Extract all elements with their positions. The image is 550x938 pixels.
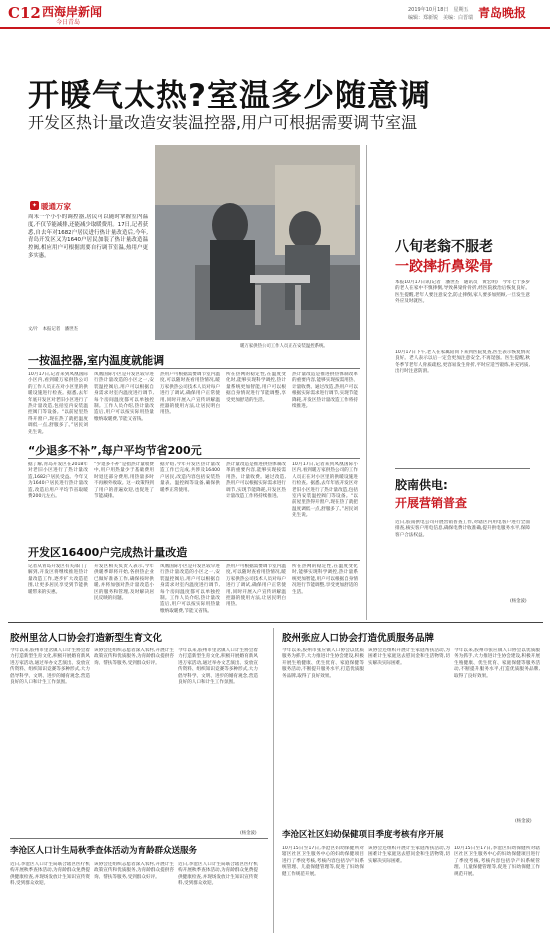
sub-section-name: 今日青岛 bbox=[56, 19, 81, 26]
body-column: 凤凰国际小区是开发区较早进行热计量改造的小区之一,安装温控阀后,用户可以根据自身需求对室内温度进行调节,每个房间温度都可以单独控制。工作人员介绍,热计量改造后,用户可以按实际用热量缴纳取暖费,节能又省钱。 bbox=[160, 564, 220, 614]
right-headline-4: 开展营销普查 bbox=[395, 496, 468, 510]
photo-illustration bbox=[155, 145, 360, 340]
bottom-left-column: 该协会还组织志愿者深入农村,开展计生政策宣传和优质服务,为育龄群众提供咨询、帮扶等服务,受到群众好评。 bbox=[94, 648, 174, 666]
body-column: 凤凰国际小区是开发区较早进行热计量改造的小区之一,安装温控阀后,用户可以根据自身需求对室内温度进行调节,每个房间温度都可以单独控制。工作人员介绍,热计量改造后,用户可以按实际用热量缴纳取暖费,节能又省钱。 bbox=[94, 372, 154, 422]
bottom-left-byline: (杨金波) bbox=[240, 831, 257, 836]
body-column: 热计量改造是推进供热体制改革的重要内容,能够实现按需用热、计量收费。通过改造,热用户可以根据实际需求进行调节,实现节能降耗,开发区热计量改造工作将持续推进。 bbox=[226, 462, 286, 500]
bottom-left-column: 近日,李沧区人口计生局联合辖区医疗机构开展秋季查体活动,为育龄群众免费提供健康检查,并现场发放计生知识宣传资料,受到群众欢迎。 bbox=[178, 862, 258, 887]
body-column: 热用户可根据需要调节室内温度,可以随时查看用热情况,暖万家供热公司技术人员对每户进行了调试,确保用户正常使用,同时开展入户宣传讲解温控器的使用方法,让居民明白用热。 bbox=[160, 372, 220, 416]
right-column-divider bbox=[366, 145, 367, 620]
right-body-2: 10月17日下午,老人在家属陪同下来到医院复查,医生表示恢复情况良好。老人表示以后一定会更加注意安全,不再逞强。医生提醒,秋冬季节老年人骨质疏松,更容易发生骨折,平时应适当锻炼,补充钙质,出行时注意防滑。 bbox=[395, 350, 530, 375]
bottom-right-column: 今年以来,胶州市张应镇人口协会以优质服务为抓手,大力推进计生协会建设,积极开展生殖健康、优生优育、家庭保健等服务活动,不断提升服务水平,打造优质服务品牌,取得了良好效果。 bbox=[282, 648, 364, 679]
wrench-icon: ✦ bbox=[31, 202, 38, 209]
photo-caption: 暖万家供热公司工作人员正在安装温控系统。 bbox=[240, 344, 328, 349]
body-column: 所在热网的稳定性,在温度变化时,能够实现科学调控,热计量系统更加智能,用户可以根据自身情况进行节能调整,享受更加舒适的生活。 bbox=[226, 372, 286, 403]
body-column: 热计量改造是推进供热体制改革的重要内容,能够实现按需用热、计量收费。通过改造,热用户可以根据实际需求进行调节,实现节能降耗,开发区热计量改造工作将持续推进。 bbox=[292, 372, 358, 410]
bottom-left-headline: 胶州里岔人口协会打造新型生育文化 bbox=[10, 633, 163, 644]
issue-date: 2019年10月18日 星期五 bbox=[408, 7, 469, 13]
section-name: 西海岸新闻 bbox=[42, 5, 103, 19]
body-column: 记者从青岛开发区有关部门了解到,开发区将继续推进热计量改造工作,逐步扩大改造范围,让更多居民享受到节能供暖带来的实惠。 bbox=[28, 564, 88, 595]
bottom-right-column: 10月15日至17日,李沧区妇幼保健所对辖区社区卫生服务中心的妇幼保健项目进行了季度考核,考核内容包括孕产妇系统管理、儿童保健管理等,促进了妇幼保健工作规范开展。 bbox=[454, 846, 540, 877]
lead-paragraph: 周末一个小小的调控器,居民可以随时掌握室内温度,不仅节能减排,还能减少取暖费用。17日,记者获悉,自去年对1682户居民进行热计量改造后,今年,青岛开发区又为1640户居民加装了热计量改造温控阀,相应用户可根据需要自行调节室温,热用户更多实惠。 bbox=[28, 214, 148, 259]
body-column: 据了解,青岛开发区在2018年对老旧小区进行了热计量改造,1682户居民受益。今年又为1640户居民进行热计量改造,改造后用户平均节省取暖费200元左右。 bbox=[28, 462, 88, 500]
bottom-right-column: 该协会还组织开展计生家庭帮扶活动,为困难计生家庭送去慰问金和生活物资,切实解决实际困难。 bbox=[368, 648, 450, 666]
section-heading-2: “少退多不补”,每户平均节省200元 bbox=[28, 444, 202, 457]
workers-photo bbox=[155, 145, 360, 340]
section-rule-1 bbox=[28, 368, 360, 369]
bottom-left-column: 该协会还组织志愿者深入农村,开展计生政策宣传和优质服务,为育龄群众提供咨询、帮扶等服务,受到群众好评。 bbox=[94, 862, 174, 880]
right-body-3: 近日,胶南供电公司开展营销普查工作,对辖区内用电客户进行全面排查,核实客户用电信息,确保电费计收准确,提升供电服务水平,保障客户合法权益。 bbox=[395, 520, 530, 538]
newspaper-logo: 青岛晚报 bbox=[478, 6, 527, 20]
bottom-right-headline-2: 李沧区社区妇幼保健项目季度考核有序开展 bbox=[282, 830, 444, 840]
header-rule bbox=[0, 27, 550, 29]
editors-line: 编辑：郑新锐 美编：白晋瑞 bbox=[408, 15, 474, 21]
bottom-left-column: 今年以来,胶州市里岔镇人口计生协会着力打造新型生育文化,积极开展婚育新风进万家活动,通过举办文艺演出、发放宣传资料、组织知识竞赛等多种形式,大力倡导科学、文明、进步的婚育观念,营造良好的人口和计生工作氛围。 bbox=[178, 648, 258, 686]
right-headline-1: 八旬老翁不服老 bbox=[395, 239, 493, 255]
right-rule bbox=[395, 468, 530, 469]
bottom-column-divider bbox=[273, 628, 274, 933]
section-rule-3 bbox=[28, 560, 360, 561]
column-badge: 暖通万家 bbox=[41, 202, 71, 211]
bottom-right-byline: (杨金波) bbox=[515, 819, 532, 824]
body-column: 10月17日,记者来到凤凰国际小区内,看到暖万家供热公司的工作人员正在对小区里的供暖设施进行检查。据悉,去年年底开发区对老旧小区进行了热计量改造,包括室内安装温控阀门等设备。“以前屋里热得开窗户,现在热了就把温度调低一点,舒服多了。”居民刘先生说。 bbox=[28, 372, 88, 435]
body-column: “少退多不补”是指热计量收费中,用户用热量少于基础费用时退还部分费用,用热量多时不再额外收取。这一政策得到了用户的普遍欢迎,也促进了节能减排。 bbox=[94, 462, 154, 500]
bottom-right-column: 10月15日至17日,李沧区妇幼保健所对辖区社区卫生服务中心的妇幼保健项目进行了季度考核,考核内容包括孕产妇系统管理、儿童保健管理等,促进了妇幼保健工作规范开展。 bbox=[282, 846, 364, 877]
body-column: 所在热网的稳定性,在温度变化时,能够实现科学调控,热计量系统更加智能,用户可以根据自身情况进行节能调整,享受更加舒适的生活。 bbox=[292, 564, 358, 595]
bottom-left-headline-2: 李沧区人口计生局秋季查体活动为育龄群众送服务 bbox=[10, 846, 198, 856]
bottom-right-column: 该协会还组织开展计生家庭帮扶活动,为困难计生家庭送去慰问金和生活物资,切实解决实际困难。 bbox=[368, 846, 450, 864]
lead-box bbox=[28, 198, 148, 338]
bottom-left-column: 今年以来,胶州市里岔镇人口计生协会着力打造新型生育文化,积极开展婚育新风进万家活动,通过举办文艺演出、发放宣传资料、组织知识竞赛等多种形式,大力倡导科学、文明、进步的婚育观念,营造良好的人口和计生工作氛围。 bbox=[10, 648, 90, 686]
right-body-1: 本报10月17日讯(记者 潘世杰 通讯员 黄宏明) 今年七十多岁的老人在家中不慎摔倒,导致鼻梁骨骨折,经医院救治后恢复良好。医生提醒,老年人要注意安全,防止摔倒,家人要多加照顾,一旦发生意外应及时就医。 bbox=[395, 280, 530, 305]
body-column: 10月17日,记者来到凤凰国际小区内,看到暖万家供热公司的工作人员正在对小区里的供暖设施进行检查。据悉,去年年底开发区对老旧小区进行了热计量改造,包括室内安装温控阀门等设备。“以前屋里热得开窗户,现在热了就把温度调低一点,舒服多了。”居民刘先生说。 bbox=[292, 462, 358, 519]
bottom-right-column: 今年以来,胶州市张应镇人口协会以优质服务为抓手,大力推进计生协会建设,积极开展生殖健康、优生优育、家庭保健等服务活动,不断提升服务水平,打造优质服务品牌,取得了良好效果。 bbox=[454, 648, 540, 679]
right-byline: (杨金波) bbox=[510, 599, 527, 604]
body-column: 开发区相关负责人表示,今年供暖季即将开始,各供热企业已做好准备工作,确保按时供暖,并将加强对热计量改造小区的服务和管理,及时解决居民反映的问题。 bbox=[94, 564, 154, 602]
main-headline: 开暖气太热?室温多少随意调 bbox=[28, 78, 431, 114]
main-subheadline: 开发区热计量改造安装温控器,用户可根据需要调节室温 bbox=[28, 113, 418, 132]
right-headline-2: 一跤摔折鼻梁骨 bbox=[395, 259, 493, 275]
section-heading-1: 一按温控器,室内温度就能调 bbox=[28, 354, 165, 367]
bottom-separator bbox=[8, 622, 543, 623]
page-number: C12 bbox=[8, 4, 41, 22]
section-heading-3: 开发区16400户完成热计量改造 bbox=[28, 546, 188, 559]
lead-byline: 文/片 本报记者 潘世杰 bbox=[28, 327, 78, 332]
section-rule-2 bbox=[28, 458, 360, 459]
bottom-right-headline: 胶州张应人口协会打造优质服务品牌 bbox=[282, 633, 435, 644]
bottom-left-rule bbox=[10, 838, 268, 839]
right-headline-3: 胶南供电: bbox=[395, 478, 448, 492]
body-column: 据介绍,今年开发区热计量改造工作已完成,共涉及16400户居民,改造内容包括安装热量表、温控阀等设备,确保供暖季正常使用。 bbox=[160, 462, 220, 493]
bottom-left-column: 近日,李沧区人口计生局联合辖区医疗机构开展秋季查体活动,为育龄群众免费提供健康检查,并现场发放计生知识宣传资料,受到群众欢迎。 bbox=[10, 862, 90, 887]
body-column: 热用户可根据需要调节室内温度,可以随时查看用热情况,暖万家供热公司技术人员对每户进行了调试,确保用户正常使用,同时开展入户宣传讲解温控器的使用方法,让居民明白用热。 bbox=[226, 564, 286, 608]
